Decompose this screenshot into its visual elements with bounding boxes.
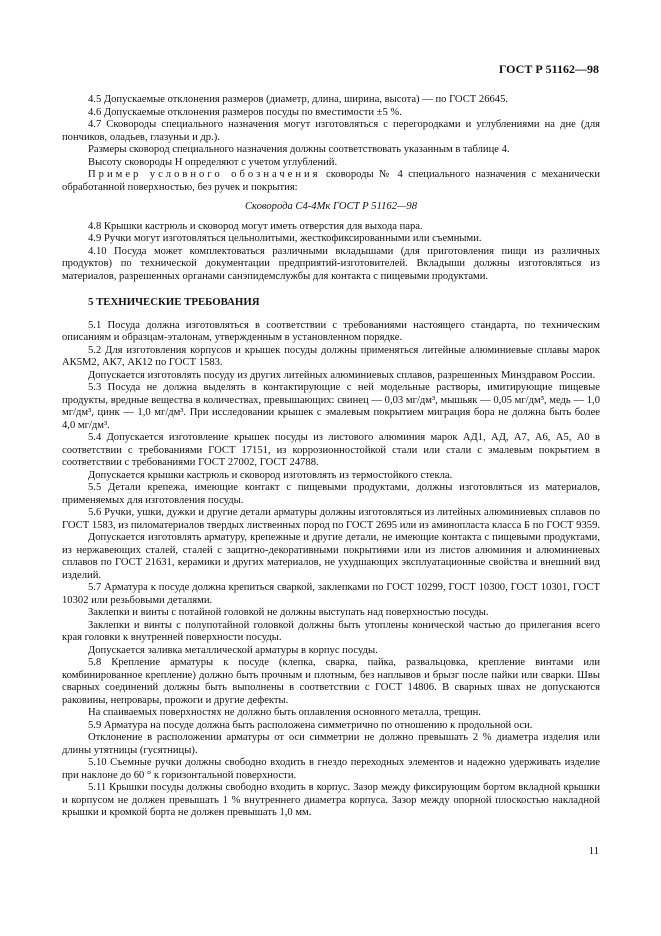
paragraph: Допускается изготовлять посуду из других литейных алюминиевых сплавов, разрешенных Минздравом России. [88, 369, 596, 381]
document-body [62, 94, 600, 820]
paragraph: Заклепки и винты с потайной головкой не должны выступать над поверхностью посуды. [88, 607, 489, 618]
paragraph: 5.1 Посуда должна изготовляться в соответствии с требованиями настоящего стандарта, по техническим описаниям и образцам-эталонам, утвержденным в установленном порядке. [62, 319, 600, 343]
paragraph: Высоту сковороды H определяют с учетом углублений. [88, 156, 338, 168]
paragraph: 4.5 Допускаемые отклонения размеров (диаметр, длина, ширина, высота) — по ГОСТ 26645. [88, 94, 509, 105]
paragraph: Допускается крышки кастрюль и сковород изготовлять из термостойкого стекла. [88, 469, 453, 481]
paragraph: 5.5 Детали крепежа, имеющие контакт с пищевыми продуктами, должны изготовляться из материалов, применяемых для изготовления посуды. [62, 482, 600, 506]
paragraph: 4.6 Допускаемые отклонения размеров посуды по вместимости ±5 %. [88, 106, 402, 118]
paragraph: 5.11 Крышки посуды должны свободно входить в корпус. Зазор между фиксирующим бортом вкладной крышки и корпусом не должен превышать 1 % внутреннего диаметра корпуса. Зазор между опорной плоскостью накладной крышки и кромкой борта не должен превышать 1,0 мм. [62, 782, 600, 818]
page-number: 11 [588, 846, 599, 857]
paragraph: Отклонение в расположении арматуры от оси симметрии не должно превышать 2 % диаметра изделия или длины утятницы (гусятницы). [62, 732, 600, 756]
section-heading: 5 ТЕХНИЧЕСКИЕ ТРЕБОВАНИЯ [88, 296, 260, 308]
paragraph: 5.3 Посуда не должна выделять в контактирующие с ней модельные растворы, имитирующие пищевые продукты, вредные вещества в количествах, превышающих: свинец — 0,03 мг/дм³, мышьяк — 0,05 мг/дм³, медь — 1,0 мг/дм³, цинк — 1,0 мг/дм³. При исследовании крышек с эмалевым покрытием миграция бора не должна быть более 4,0 мг/дм³. [62, 382, 600, 431]
paragraph: 4.10 Посуда может комплектоваться различными вкладышами (для приготовления пищи из различных продуктов) по технической документации предприятий-изготовителей. Вкладыши должны изготовляться из материалов, разрешенных органами санэпидемслужбы для контакта с пищевыми продуктами. [62, 245, 600, 282]
paragraph: 5.4 Допускается изготовление крышек посуды из листового алюминия марок АД1, АД, А7, А6, А5, А0 в соответствии с требованиями ГОСТ 17151, из коррозионностойкой стали или стали с эмалевым покрытием в соответствии с требованиями ГОСТ 27002, ГОСТ 24788. [62, 432, 600, 468]
paragraph: Заклепки и винты с полупотайной головкой должны быть утоплены конической частью до прилегания всего края головки к внутренней поверхности посуды. [62, 619, 600, 643]
paragraph: Размеры сковород специального назначения должны соответствовать указанным в таблице 4. [88, 144, 510, 155]
paragraph: На спаиваемых поверхностях не должно быть оплавления основного металла, трещин. [88, 707, 481, 718]
paragraph: 5.9 Арматура на посуде должна быть расположена симметрично по отношению к продольной оси. [88, 719, 533, 731]
paragraph: 5.8 Крепление арматуры к посуде (клепка, сварка, пайка, развальцовка, крепление винтами или комбинированное крепление) должно быть прочным и плотным, без наплывов и брызг после пайки или сварки. Швы сварных соединений должны быть выполнены в соответствии с ГОСТ 14806. В сварных швах не допускаются раковины, непровары, прожоги и другие дефекты. [62, 657, 600, 706]
example-intro-rest: сковороды № 4 специального назначения с механически обработанной поверхностью, без ручек и покрытия: [62, 169, 600, 193]
paragraph: Допускается заливка металлической арматуры в корпус посуды. [88, 644, 378, 656]
example-intro-spaced: Пример условного обозначения [88, 169, 321, 180]
paragraph: 4.7 Сковороды специального назначения могут изготовляться с перегородками и углублениями на дне (для пончиков, оладьев, глазуньи и др.). [62, 119, 600, 143]
paragraph: 5.6 Ручки, ушки, дужки и другие детали арматуры должны изготовляться из литейных алюминиевых сплавов по ГОСТ 1583, из пиломатериалов твердых лиственных пород по ГОСТ 2695 или из аминопласта класса Б по ГОСТ 9359. [62, 507, 601, 531]
example-designation: Сковорода С4-4Мк ГОСТ Р 51162—98 [244, 201, 418, 212]
example-intro [62, 169, 600, 194]
paragraph: 5.10 Съемные ручки должны свободно входить в гнездо переходных элементов и надежно удерживать изделие при наклоне до 60 ° к горизонтальной поверхности. [62, 757, 600, 781]
document-header: ГОСТ Р 51162—98 [498, 62, 599, 76]
paragraph: 4.9 Ручки могут изготовляться цельнолитыми, жесткофиксированными или съемными. [88, 233, 482, 244]
paragraph: 5.2 Для изготовления корпусов и крышек посуды должны применяться литейные алюминиевые сплавы марок АК5М2, АК7, АК12 по ГОСТ 1583. [62, 344, 600, 368]
paragraph: Допускается изготовлять арматуру, крепежные и другие детали, не имеющие контакта с пищевыми продуктами, из нержавеющих сталей, сталей с защитно-декоративными покрытиями или из листов алюминия и алюминиевых сплавов по ГОСТ 21631, керамики и других материалов, не ухудшающих эксплуатационные свойства и внешний вид изделий. [62, 532, 600, 581]
paragraph: 5.7 Арматура к посуде должна крепиться сваркой, заклепками по ГОСТ 10299, ГОСТ 10300, ГОСТ 10301, ГОСТ 10302 или резьбовыми деталями. [62, 582, 600, 606]
paragraph: 4.8 Крышки кастрюль и сковород могут иметь отверстия для выхода пара. [88, 220, 423, 232]
